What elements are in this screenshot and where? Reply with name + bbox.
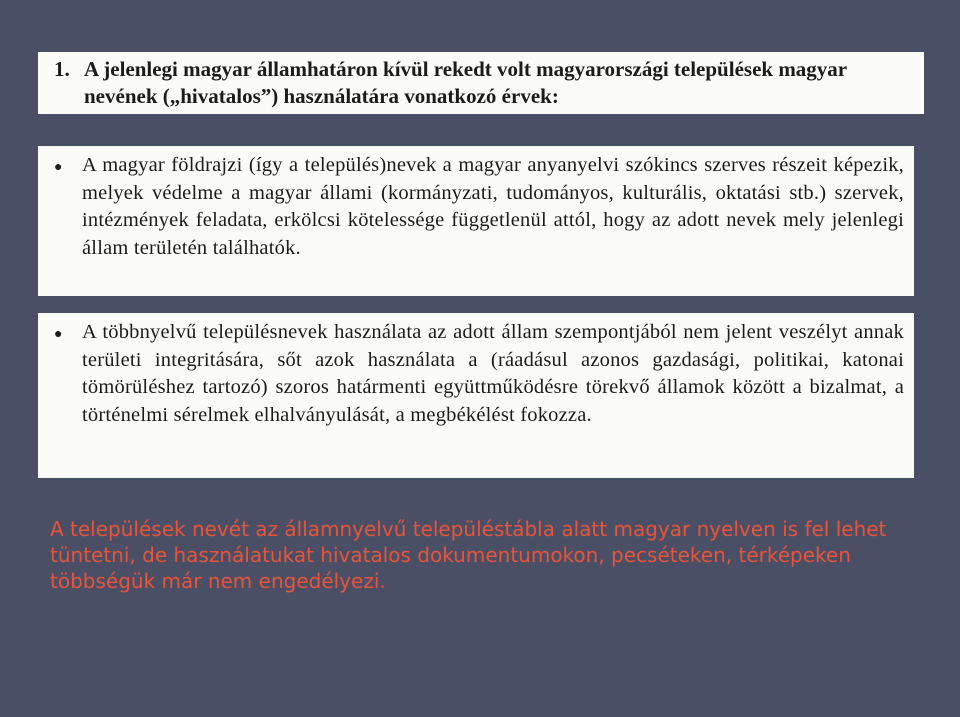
paragraph-text: A magyar földrajzi (így a település)nevek a magyar anyanyelvi szókincs szerves részeit képezik, melyek védelme a magyar állami (kormányzati, tudományos, kulturális, oktatási stb.) szervek, intézmények feladata, erkölcsi kötelessége függetlenül attól, hogy az adott nevek mely jelenlegi állam területén találhatók.: [82, 154, 904, 259]
scanned-paragraph-1: [38, 146, 914, 296]
bullet-icon: ●: [54, 327, 63, 342]
heading-row: [54, 56, 924, 110]
scanned-heading-block: [38, 52, 924, 114]
paragraph-row: [54, 319, 904, 429]
scanned-paragraph-2: [38, 313, 914, 478]
bullet-icon: ●: [54, 160, 63, 175]
heading-number: 1.: [54, 57, 70, 81]
paragraph-text: A többnyelvű településnevek használata az adott állam szempontjából nem jelent veszélyt annak területi integritására, sőt azok használata a (ráadásul azonos gazdasági, politikai, katonai tömörüléshez tartozó) szoros határmenti együttműködésre törekvő államok között a bizalmat, a történelmi sérelmek elhalványulását, a megbékélést fokozza.: [82, 321, 904, 426]
paragraph-row: [54, 152, 904, 262]
caption-text: A települések nevét az államnyelvű településtábla alatt magyar nyelven is fel lehet tüntetni, de használatukat hivatalos dokumentumokon, pecséteken, térképeken többségük már nem engedélyezi.: [50, 517, 887, 593]
heading-text: A jelenlegi magyar államhatáron kívül rekedt volt magyarországi települések magyar nevének („hivatalos”) használatára vonatkozó érvek:: [84, 57, 847, 108]
